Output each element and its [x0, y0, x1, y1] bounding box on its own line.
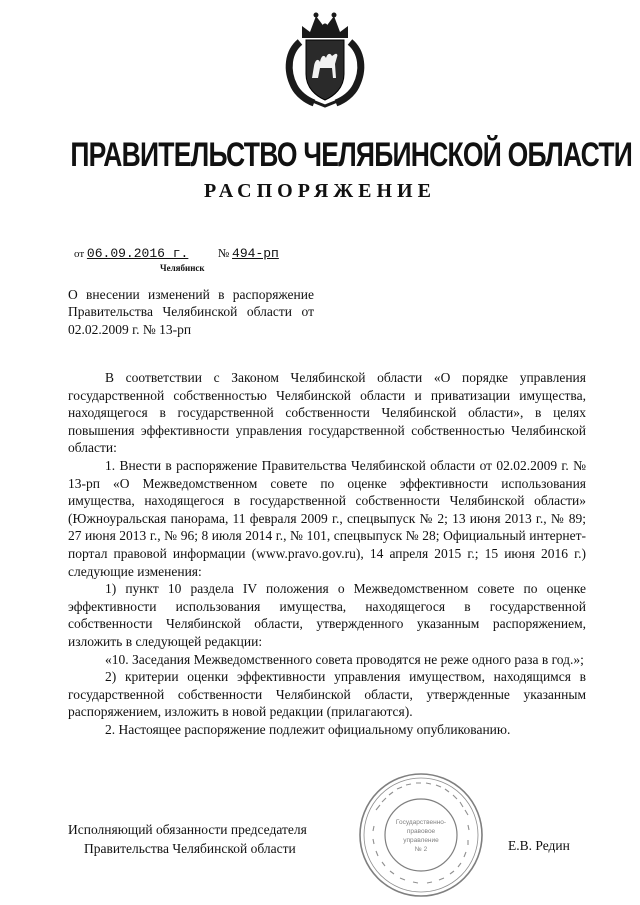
- body-item-2: 2. Настоящее распоряжение подлежит официальному опубликованию.: [105, 721, 511, 737]
- body-quote: «10. Заседания Межведомственного совета проводятся не реже одного раза в год.»;: [105, 651, 584, 667]
- coat-of-arms-emblem: [280, 8, 370, 108]
- body-item-1: 1. Внести в распоряжение Правительства Челябинской области от 02.02.2009 г. № 13-рп «О Межведомственном совете по оценке эффективности использования имущества, находящегося в государственной собственности Челябинской области» (Южноуральская панорама, 11 февраля 2009 г., спецвыпуск № 2; 13 июня 2013 г., № 89; 27 июня 2013 г., № 96; 8 июля 2014 г., № 101, спецвыпуск № 28; Официальный интернет-портал правовой информации (www.pravo.gov.ru), 14 апреля 2015 г.; 15 июня 2016 г.) следующие изменения:: [68, 457, 586, 579]
- stamp-line-4: № 2: [414, 846, 428, 853]
- signatory-name: Е.В. Редин: [508, 838, 570, 853]
- document-subject: О внесении изменений в распоряжение Правительства Челябинской области от 02.02.2009 г. № 13-рп: [68, 287, 314, 337]
- stamp-line-1: Государственно-: [395, 819, 447, 826]
- date-prefix: от: [74, 248, 85, 260]
- government-title: ПРАВИТЕЛЬСТВО ЧЕЛЯБИНСКОЙ ОБЛАСТИ: [70, 136, 633, 174]
- body-subitem-2: 2) критерии оценки эффективности управления имуществом, находящимся в государственной собственности Челябинской области, утвержденные указанным распоряжением, изложить в новой редакции (прилагаются).: [68, 669, 586, 720]
- stamp-line-3: управление: [403, 837, 439, 844]
- official-stamp-seal: [356, 770, 486, 900]
- document-number: 494-рп: [232, 246, 279, 261]
- document-date: 06.09.2016 г.: [86, 246, 189, 261]
- body-subitem-1: 1) пункт 10 раздела IV положения о Межведомственном совете по оценке эффективности использования имущества, находящегося в государственной собственности Челябинской области, утвержденного указанным распоряжением, изложить в следующей редакции:: [68, 581, 586, 649]
- signatory-position-line-2: Правительства Челябинской области: [84, 841, 296, 856]
- signatory-position-line-1: Исполняющий обязанности председателя: [68, 822, 307, 837]
- document-date-number: [74, 246, 279, 261]
- stamp-line-2: правовое: [406, 828, 436, 835]
- signatory-position: [68, 820, 307, 858]
- number-prefix: №: [217, 246, 230, 260]
- document-type: РАСПОРЯЖЕНИЕ: [204, 180, 436, 202]
- document-city: Челябинск: [160, 263, 205, 273]
- body-intro: В соответствии с Законом Челябинской области «О порядке управления государственной собственностью Челябинской области и приватизации имущества, находящегося в государственной собственности Челябинской области», в целях повышения эффективности управления государственной собственностью Челябинской области:: [68, 370, 586, 456]
- document-body: [68, 369, 586, 738]
